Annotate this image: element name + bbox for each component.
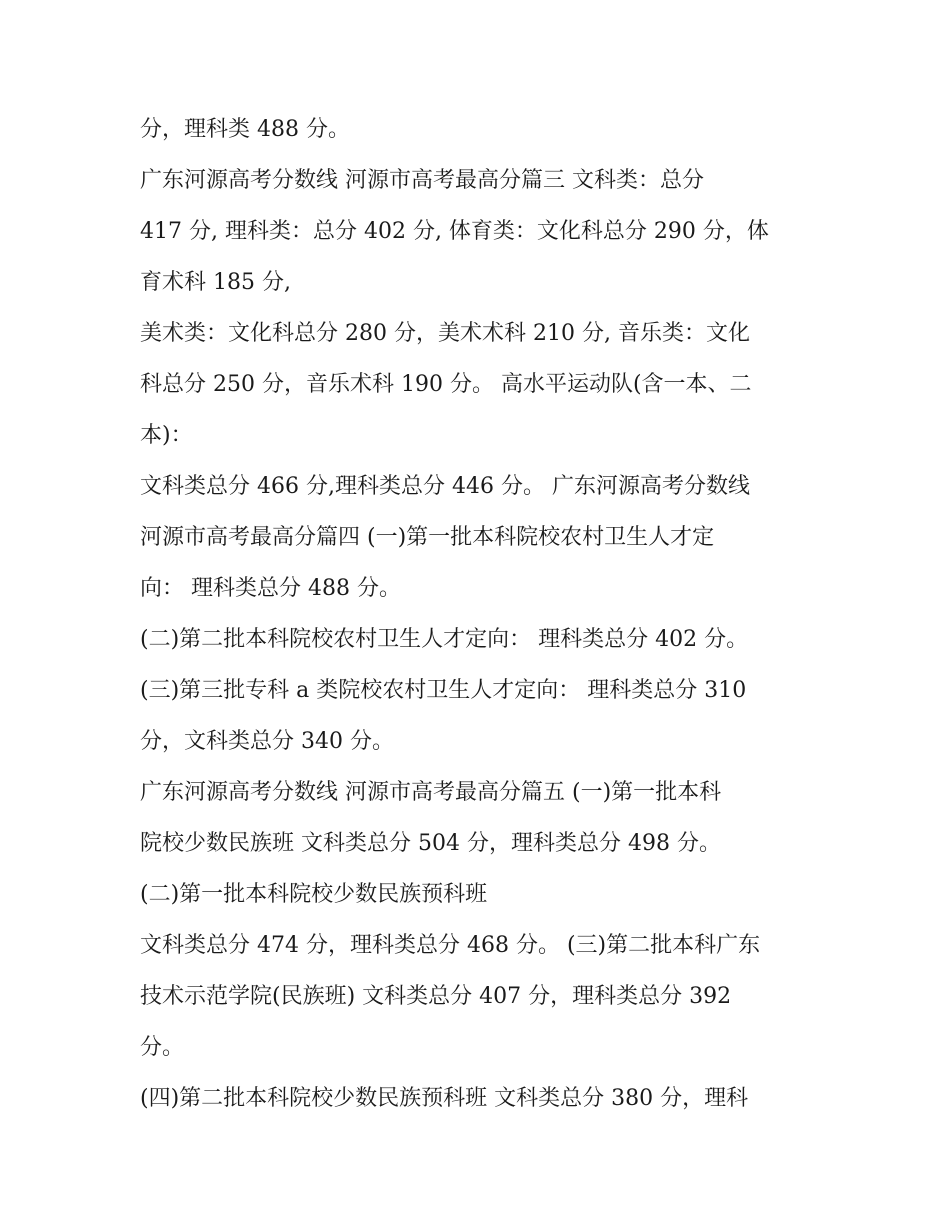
text-line: 美术类：文化科总分 280 分，美术术科 210 分, 音乐类：文化 — [140, 321, 750, 346]
text-line: 文科类总分 474 分，理科类总分 468 分。 (三)第二批本科广东 — [140, 933, 761, 958]
text-line: 广东河源高考分数线 河源市高考最高分篇三 文科类：总分 — [140, 168, 704, 193]
document-body — [140, 104, 820, 1124]
text-line: (四)第二批本科院校少数民族预科班 文科类总分 380 分，理科 — [140, 1086, 749, 1111]
text-line: 417 分, 理科类：总分 402 分, 体育类：文化科总分 290 分，体 — [140, 219, 769, 244]
text-line: 广东河源高考分数线 河源市高考最高分篇五 (一)第一批本科 — [140, 780, 722, 805]
text-line: 文科类总分 466 分,理科类总分 446 分。 广东河源高考分数线 — [140, 474, 750, 499]
text-line: 河源市高考最高分篇四 (一)第一批本科院校农村卫生人才定 — [140, 525, 715, 550]
text-line: (三)第三批专科 a 类院校农村卫生人才定向： 理科类总分 310 — [140, 678, 747, 703]
text-line: 本)： — [140, 423, 193, 448]
text-line: (二)第二批本科院校农村卫生人才定向： 理科类总分 402 分。 — [140, 627, 749, 652]
text-line: 向： 理科类总分 488 分。 — [140, 576, 401, 601]
text-line: 分，理科类 488 分。 — [140, 117, 350, 142]
text-line: 分。 — [140, 1035, 185, 1060]
text-line: 分，文科类总分 340 分。 — [140, 729, 394, 754]
text-line: (二)第一批本科院校少数民族预科班 — [140, 882, 488, 907]
text-line: 科总分 250 分，音乐术科 190 分。 高水平运动队(含一本、二 — [140, 372, 752, 397]
text-line: 育术科 185 分, — [140, 270, 291, 295]
text-line: 院校少数民族班 文科类总分 504 分，理科类总分 498 分。 — [140, 831, 721, 856]
text-line: 技术示范学院(民族班) 文科类总分 407 分，理科类总分 392 — [140, 984, 732, 1009]
